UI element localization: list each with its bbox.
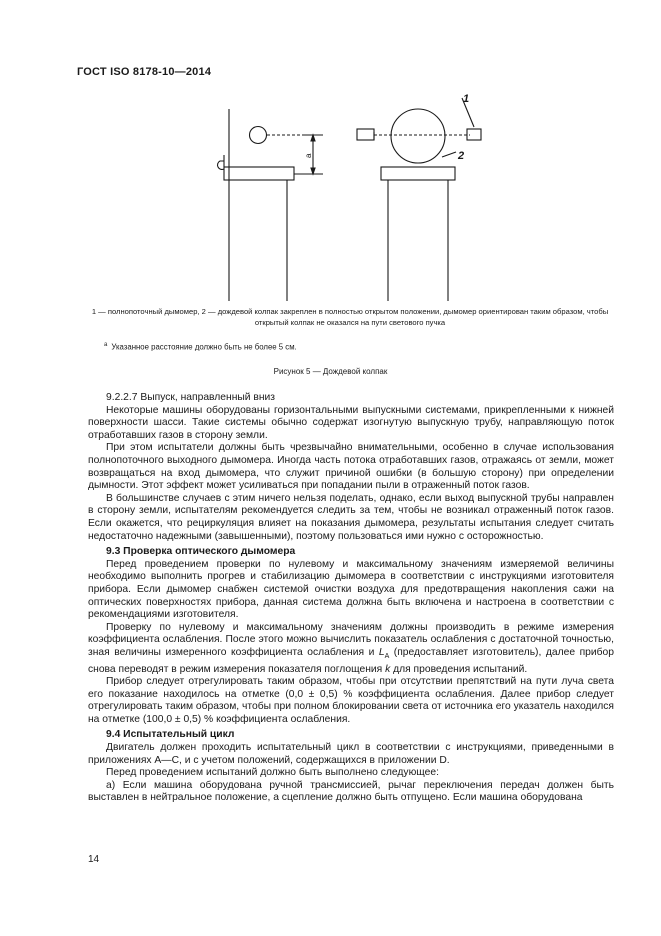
figure-label-a: a [304,153,313,158]
body-text [88,392,614,805]
heading-9-3: 9.3 Проверка оптического дымомера [106,546,296,558]
figure-label-2: 2 [458,150,465,162]
symbol-k: k [385,663,391,675]
right-light-source [357,129,374,140]
figure-label-1: 1 [463,93,470,105]
paragraph: В большинстве случаев с этим ничего нельзя поделать, однако, если выход выпускной трубы направлен в сторону земли, испытателям рекомендуется следить за тем, чтобы не возникал отраженный поток газов. Если окажется, что рециркуляция влияет на показания дымомера, результаты испытания следует считать недостаточно надежными (завышенными), поэтому пользоваться ими нужно с осторожностью. [88,492,614,542]
footnote-text: Указанное расстояние должно быть не более 5 см. [111,342,297,352]
symbol-L: L [378,646,385,658]
rain-cap-figure [160,85,520,307]
footnote-mark: a [104,342,108,348]
leader-2 [442,152,456,157]
symbol-L-subscript: A [384,652,390,660]
right-pipe-flange [381,167,455,180]
paragraph: Некоторые машины оборудованы горизонтальными выпускными системами, прикрепленными к нижней поверхности шасси. Такие системы обычно содержат изогнутую выпускную трубу, направляющую поток отработавших газов в сторону земли. [88,404,614,441]
paragraph-part: (предоставляет изготовитель), далее прибор снова переводят в режим измерения показателя поглощения [88,646,614,675]
figure-footnote [104,342,297,352]
paragraph [88,622,614,676]
figure-title: Рисунок 5 — Дождевой колпак [273,367,388,376]
paragraph: При этом испытатели должны быть чрезвычайно внимательными, особенно в случае использования полнопоточного выходного дымомера. Иногда часть потока отработавших газов, отражаясь от земли, может возвращаться на вход дымомера, что служит причиной ошибки (в большую сторону) при определении дымности. Этот эффект может усиливаться при попадании пыли в отраженный поток газов. [88,442,614,492]
paragraph: Двигатель должен проходить испытательный цикл в соответствии с инструкциями, приведенными в приложениях А—С, и с учетом положений, содержащихся в приложении D. [88,742,614,766]
dim-arrow-top [311,135,315,141]
dim-arrow-bottom [311,168,315,174]
paragraph: Перед проведением проверки по нулевому и максимальному значениям измеряемой величины необходимо выполнить прогрев и стабилизацию дымомера в соответствии с инструкциями изготовителя прибора. Если дымомер снабжен системой очистки воздуха для предотвращения накопления сажи на оптических поверхностях прибора, данная система должна быть включена и настроена в соответствии с рекомендациями изготовителя. [88,558,614,621]
right-rain-cap [391,109,445,163]
figure-caption: 1 — полнопоточный дымомер, 2 — дождевой колпак закреплен в полностью открытом положении, дымомер ориентирован таким образом, чтобы открытый колпак не оказался на пути светового пучка [91,307,609,327]
left-hinge [218,161,224,169]
left-pipe-flange [224,167,294,180]
paragraph: а) Если машина оборудована ручной трансмиссией, рычаг переключения передач должен быть выставлен в нейтральное положение, а сцепление должно быть отпущено. Если машина оборудована [88,779,614,804]
paragraph: Прибор следует отрегулировать таким образом, чтобы при отсутствии препятствий на пути луча света его показание находилось на отметке (0,0 ± 0,5) % коэффициента ослабления. Далее прибор следует отрегулировать таким образом, чтобы при полном блокировании света от источника его указатель находился на отметке (100,0 ± 0,5) % коэффициента ослабления. [88,676,614,725]
page-number: 14 [88,854,100,865]
paragraph-part: для проведения испытаний. [390,663,528,675]
paragraph: Перед проведением испытаний должно быть выполнено следующее: [106,767,439,779]
paragraph-part: Проверку по нулевому и максимальному значениям должны производить в режиме измерения коэффициента ослабления. После этого можно вычислить показатель ослабления с достаточной точностью, зная величины измеренного коэффициента ослабления и [88,621,614,658]
left-opacimeter-source [250,127,267,144]
heading-9-4: 9.4 Испытательный цикл [106,729,235,741]
heading-9-2-2-7: 9.2.2.7 Выпуск, направленный вниз [106,392,276,403]
document-header: ГОСТ ISO 8178-10—2014 [77,66,212,78]
